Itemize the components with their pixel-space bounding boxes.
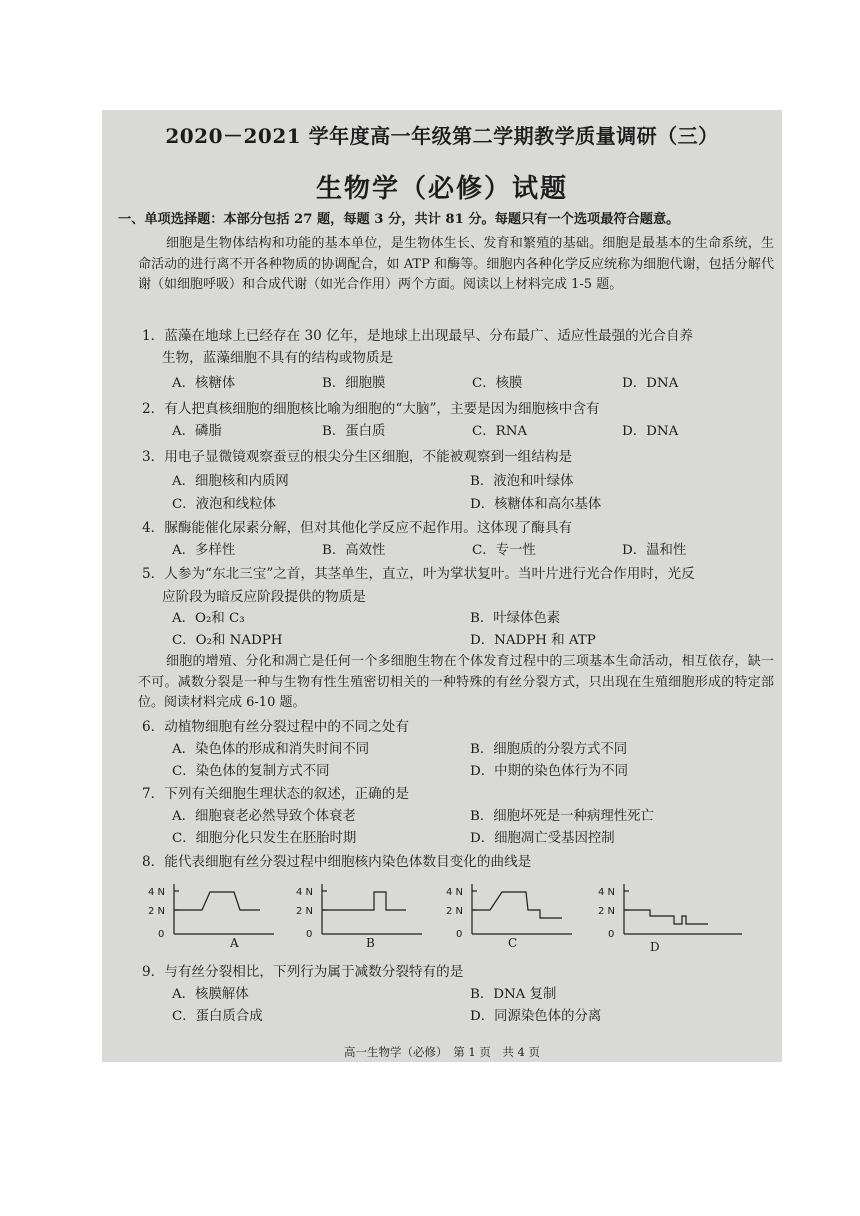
question-8-stem: 8．能代表细胞有丝分裂过程中细胞核内染色体数目变化的曲线是	[142, 854, 532, 870]
q1-option-c: C．核膜	[472, 376, 523, 391]
graph-b-curve	[322, 892, 406, 910]
q3-option-d: D．核糖体和高尔基体	[470, 497, 602, 512]
question-1-stem-cont: 生物，蓝藻细胞不具有的结构或物质是	[162, 350, 394, 366]
graph-b-label-4n: 4 N	[296, 887, 314, 898]
q6-option-d: D．中期的染色体行为不同	[470, 764, 629, 779]
graph-d	[598, 882, 748, 952]
question-1-stem: 1．蓝藻在地球上已经存在 30 亿年，是地球上出现最早、分布最广、适应性最强的光合自养	[142, 328, 694, 344]
question-2-stem: 2．有人把真核细胞的细胞核比喻为细胞的“大脑”，主要是因为细胞核中含有	[142, 401, 600, 417]
reading-passage-2: 细胞的增殖、分化和凋亡是任何一个多细胞生物在个体发育过程中的三项基本生命活动，相互依存，缺一不可。减数分裂是一种与生物有性生殖密切相关的一种特殊的有丝分裂方式，只出现在生殖细胞形成的特定部位。阅读材料完成 6-10 题。	[138, 654, 774, 710]
question-5-stem-cont: 应阶段为暗反应阶段提供的物质是	[162, 589, 366, 605]
q9-option-d: D．同源染色体的分离	[470, 1009, 602, 1024]
graph-c-label-0: 0	[456, 929, 463, 940]
q7-option-c: C．细胞分化只发生在胚胎时期	[172, 831, 357, 846]
graph-b-label-2n: 2 N	[296, 906, 314, 917]
q5-option-d: D．NADPH 和 ATP	[470, 633, 596, 648]
q2-option-a: A．磷脂	[172, 424, 222, 439]
q1-option-d: D．DNA	[622, 376, 679, 391]
q5-option-b: B．叶绿体色素	[470, 611, 561, 626]
q9-option-c: C．蛋白质合成	[172, 1009, 263, 1024]
graph-a-label-4n: 4 N	[148, 887, 166, 898]
graph-a-caption: A	[230, 936, 239, 950]
q9-option-a: A．核膜解体	[172, 987, 249, 1002]
q1-option-b: B．细胞膜	[322, 376, 386, 391]
graph-b-caption: B	[366, 936, 375, 950]
q4-option-c: C．专一性	[472, 543, 536, 558]
graph-d-curve	[624, 910, 708, 924]
question-9-stem: 9．与有丝分裂相比，下列行为属于减数分裂特有的是	[142, 964, 464, 980]
q5-option-a: A．O₂和 C₃	[172, 611, 245, 626]
q4-option-b: B．高效性	[322, 543, 386, 558]
graph-a-label-2n: 2 N	[148, 906, 166, 917]
graph-d-caption: D	[650, 940, 660, 954]
q2-option-b: B．蛋白质	[322, 424, 386, 439]
graph-c-caption: C	[508, 936, 518, 950]
q5-option-c: C．O₂和 NADPH	[172, 633, 283, 648]
graph-a-label-0: 0	[158, 929, 165, 940]
graph-c-label-2n: 2 N	[446, 906, 464, 917]
question-6-stem: 6．动植物细胞有丝分裂过程中的不同之处有	[142, 719, 409, 735]
graph-a-curve	[174, 892, 260, 910]
q1-option-a: A．核糖体	[172, 376, 236, 391]
graph-a	[148, 882, 278, 952]
graph-b	[296, 882, 426, 952]
graph-d-label-2n: 2 N	[598, 906, 616, 917]
question-7-stem: 7．下列有关细胞生理状态的叙述，正确的是	[142, 786, 409, 802]
q7-option-b: B．细胞坏死是一种病理性死亡	[470, 809, 654, 824]
q2-option-d: D．DNA	[622, 424, 679, 439]
q3-option-a: A．细胞核和内质网	[172, 474, 289, 489]
q3-option-b: B．液泡和叶绿体	[470, 474, 574, 489]
question-4-stem: 4．脲酶能催化尿素分解，但对其他化学反应不起作用。这体现了酶具有	[142, 520, 573, 536]
q4-option-a: A．多样性	[172, 543, 236, 558]
graph-c-label-4n: 4 N	[446, 887, 464, 898]
q6-option-a: A．染色体的形成和消失时间不同	[172, 742, 370, 757]
q2-option-c: C．RNA	[472, 424, 528, 439]
question-3-stem: 3．用电子显微镜观察蚕豆的根尖分生区细胞，不能被观察到一组结构是	[142, 449, 573, 465]
page-footer: 高一生物学（必修） 第 1 页 共 4 页	[343, 1045, 540, 1059]
q6-option-c: C．染色体的复制方式不同	[172, 764, 330, 779]
graph-d-label-0: 0	[608, 929, 615, 940]
graph-b-label-0: 0	[306, 929, 313, 940]
section-heading: 一、单项选择题：本部分包括 27 题，每题 3 分，共计 81 分。每题只有一个选项最符合题意。	[118, 212, 680, 227]
graph-d-label-4n: 4 N	[598, 887, 616, 898]
q6-option-b: B．细胞质的分裂方式不同	[470, 742, 628, 757]
graph-c-curve	[472, 892, 562, 918]
q7-option-d: D．细胞凋亡受基因控制	[470, 831, 615, 846]
exam-title: 2020－2021 学年度高一年级第二学期教学质量调研（三）	[165, 124, 719, 148]
q7-option-a: A．细胞衰老必然导致个体衰老	[172, 809, 356, 824]
q9-option-b: B．DNA 复制	[470, 987, 557, 1002]
q4-option-d: D．温和性	[622, 543, 687, 558]
exam-page	[102, 110, 782, 1062]
q3-option-c: C．液泡和线粒体	[172, 497, 276, 512]
reading-passage-1: 细胞是生物体结构和功能的基本单位，是生物体生长、发育和繁殖的基础。细胞是最基本的生命系统，生命活动的进行离不开各种物质的协调配合，如 ATP 和酶等。细胞内各种化学反应统称为细胞代谢，包括分解代谢（如细胞呼吸）和合成代谢（如光合作用）两个方面。阅读以上材料完成 1-5 题。	[138, 236, 774, 292]
question-5-stem: 5．人参为“东北三宝”之首，其茎单生，直立，叶为掌状复叶。当叶片进行光合作用时，光反	[142, 566, 695, 582]
exam-subtitle: 生物学（必修）试题	[315, 174, 568, 204]
